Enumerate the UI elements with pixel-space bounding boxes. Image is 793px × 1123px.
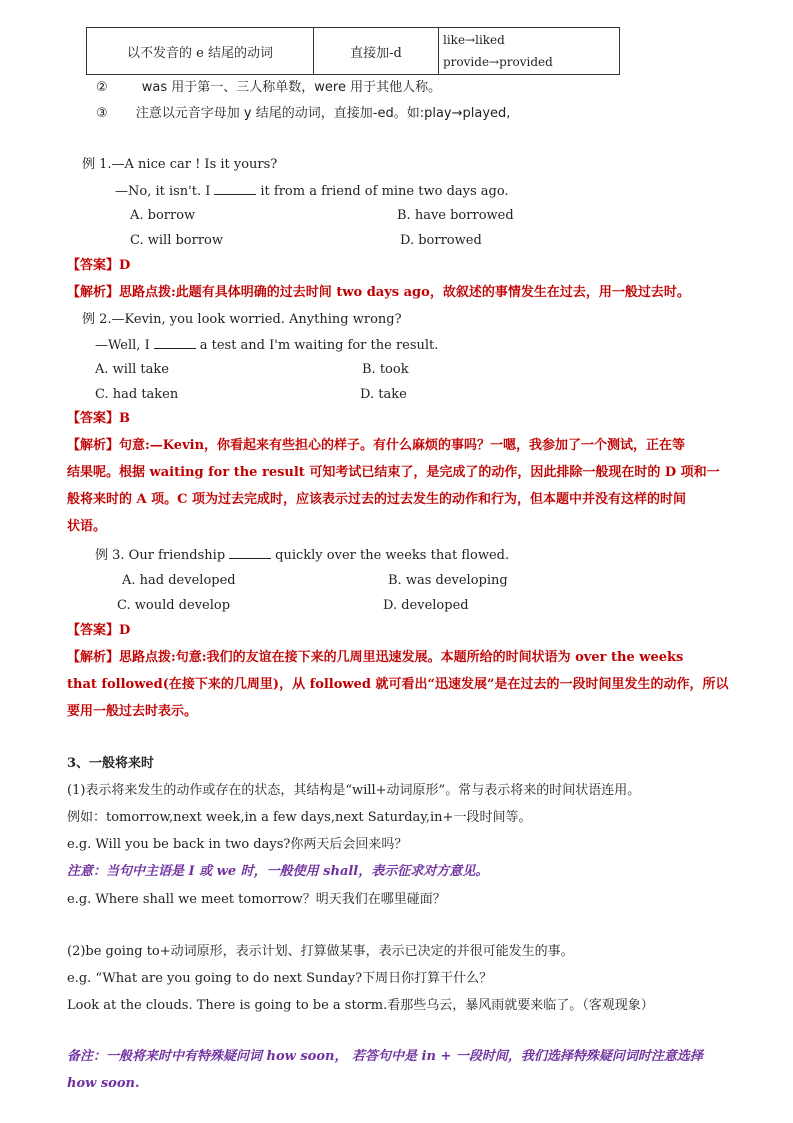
- ex1-option-b: B. have borrowed: [397, 208, 514, 223]
- rule-method: 直接加-d: [350, 45, 402, 61]
- ex3-analysis-line1: 【解析】思路点拨:句意:我们的友谊在接下来的几周里迅速发展。本题所给的时间状语为 over the weeks: [67, 650, 684, 665]
- ex1-question-line2: [115, 182, 509, 201]
- ex1-q-part2: it from a friend of mine two days ago.: [260, 184, 509, 199]
- ex3-q-part1: 例 3. Our friendship: [95, 548, 226, 563]
- rule-method-cell: [314, 28, 439, 75]
- ex2-q-part1: —Well, I: [95, 338, 150, 353]
- future-note-how-soon-line2: how soon.: [67, 1076, 140, 1091]
- ex1-option-a: A. borrow: [130, 208, 196, 223]
- future-note-shall: 注意：当句中主语是 I 或 we 时，一般使用 shall，表示征求对方意见。: [67, 864, 489, 879]
- future-example-1: e.g. Will you be back in two days?你两天后会回来吗？: [67, 837, 408, 852]
- rule-example-1: like→liked: [443, 33, 505, 47]
- note-3-num: ③: [96, 106, 108, 121]
- section-heading-future-tense: 3、一般将来时: [67, 756, 155, 771]
- future-para-be-going-to: (2)be going to+动词原形，表示计划、打算做某事，表示已决定的并很可能发生的事。: [67, 944, 574, 959]
- note-2-text: was 用于第一、三人称单数，were 用于其他人称。: [141, 80, 442, 95]
- ex3-analysis-line3: 要用一般过去时表示。: [67, 704, 198, 719]
- ex2-analysis-line4: 状语。: [67, 519, 107, 534]
- rule-condition: 以不发音的 e 结尾的动词: [127, 45, 273, 61]
- note-3-text: 注意以元音字母加 y 结尾的动词，直接加-ed。如:play→played,: [135, 106, 511, 121]
- note-2: [96, 79, 441, 97]
- ex1-option-c: C. will borrow: [130, 233, 224, 248]
- ex1-answer: 【答案】D: [67, 258, 131, 273]
- ex1-question-line1: 例 1.—A nice car ! Is it yours?: [82, 157, 278, 172]
- ex2-answer: 【答案】B: [67, 411, 130, 426]
- ex2-q-part2: a test and I'm waiting for the result.: [199, 338, 439, 353]
- ex2-option-b: B. took: [362, 362, 409, 377]
- future-note-how-soon-line1: 备注：一般将来时中有特殊疑问词 how soon， 若答句中是 in + 一段时间，我们选择特殊疑问词时注意选择: [67, 1049, 703, 1064]
- future-para-1: (1)表示将来发生的动作或存在的状态，其结构是“will+动词原形”。常与表示将来的时间状语连用。: [67, 783, 641, 798]
- ex3-option-c: C. would develop: [117, 598, 231, 613]
- ex2-option-a: A. will take: [95, 362, 169, 377]
- ex3-analysis-line2: that followed(在接下来的几周里)，从 followed 就可看出“迅速发展”是在过去的一段时间里发生的动作，所以: [67, 677, 729, 692]
- ex2-option-d: D. take: [360, 387, 407, 402]
- ex2-analysis-line1: 【解析】句意:—Kevin，你看起来有些担心的样子。有什么麻烦的事吗？一嗯，我参加了一个测试，正在等: [67, 438, 686, 453]
- ex2-question-line1: 例 2.—Kevin, you look worried. Anything wrong?: [82, 312, 402, 327]
- rule-examples-cell: [439, 28, 620, 75]
- ex3-blank: [229, 546, 271, 559]
- note-2-num: ②: [96, 80, 108, 95]
- rule-example-2: provide→provided: [443, 55, 553, 69]
- ex3-question: [95, 546, 509, 565]
- rule-condition-cell: [87, 28, 314, 75]
- ex2-question-line2: [95, 336, 438, 355]
- ex1-option-d: D. borrowed: [400, 233, 482, 248]
- verb-rule-table: [86, 27, 620, 75]
- ex3-option-b: B. was developing: [388, 573, 508, 588]
- ex2-blank: [154, 336, 196, 349]
- ex3-answer: 【答案】D: [67, 623, 131, 638]
- future-example-4: Look at the clouds. There is going to be a storm.看那些乌云，暴风雨就要来临了。（客观现象）: [67, 998, 654, 1013]
- ex1-q-part1: —No, it isn't. I: [115, 184, 211, 199]
- ex2-option-c: C. had taken: [95, 387, 179, 402]
- future-para-2: 例如：tomorrow,next week,in a few days,next Saturday,in+一段时间等。: [67, 810, 532, 825]
- ex1-blank: [214, 182, 256, 195]
- ex2-analysis-line3: 般将来时的 A 项。C 项为过去完成时，应该表示过去的过去发生的动作和行为，但本题中并没有这样的时间: [67, 492, 687, 507]
- ex3-option-d: D. developed: [383, 598, 469, 613]
- ex2-analysis-line2: 结果呢。根据 waiting for the result 可知考试已结束了，是完成了的动作，因此排除一般现在时的 D 项和一: [67, 465, 720, 480]
- ex3-q-part2: quickly over the weeks that flowed.: [275, 548, 510, 563]
- ex3-option-a: A. had developed: [122, 573, 236, 588]
- future-example-3: e.g. “What are you going to do next Sunday?下周日你打算干什么？: [67, 971, 493, 986]
- note-3: [96, 105, 510, 123]
- ex1-analysis: 【解析】思路点拨:此题有具体明确的过去时间 two days ago，故叙述的事情发生在过去，用一般过去时。: [67, 285, 690, 300]
- future-example-2: e.g. Where shall we meet tomorrow？明天我们在哪里碰面？: [67, 892, 446, 907]
